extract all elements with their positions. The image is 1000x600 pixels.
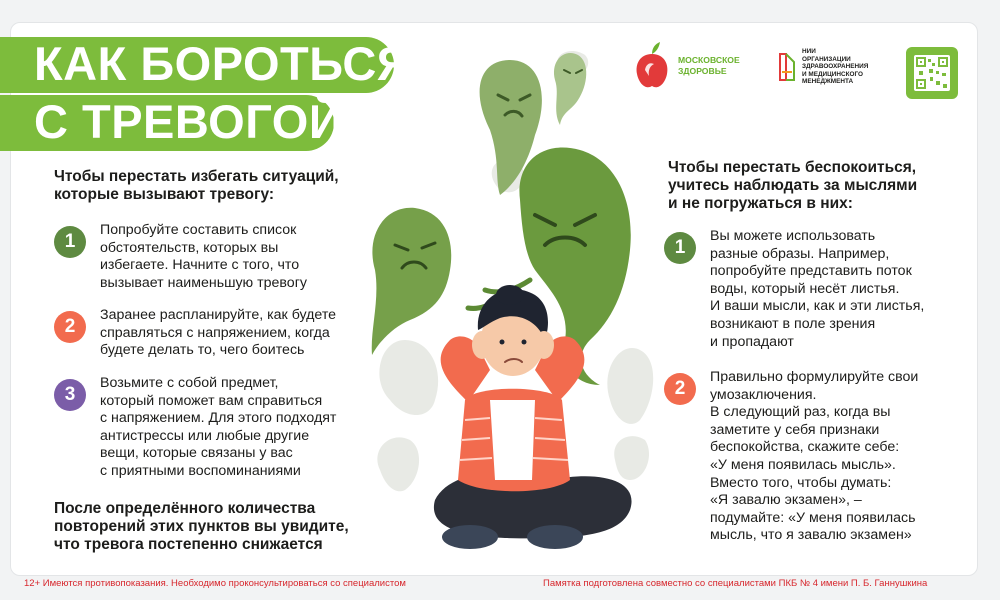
nii-label: НИИ ОРГАНИЗАЦИИ ЗДРАВООХРАНЕНИЯ И МЕДИЦИНСКОГО МЕНЕДЖМЕНТА — [802, 48, 869, 86]
right-item-1 — [664, 228, 924, 351]
left-item-3 — [54, 375, 336, 481]
moscow-health-label: МОСКОВСКОЕ ЗДОРОВЬЕ — [678, 55, 740, 76]
anxious-girl-with-ghosts-illustration — [350, 40, 660, 560]
footer-credits: Памятка подготовлена совместно со специалистами ПКБ № 4 имени П. Б. Ганнушкина — [543, 578, 928, 589]
left-conclusion: После определённого количества повторений этих пунктов вы увидите, что тревога постепенно снижается — [54, 500, 349, 553]
left-item-text: Попробуйте составить список обстоятельств, которых вы избегаете. Начните с того, что вызывает наименьшую тревогу — [100, 222, 307, 291]
right-heading: Чтобы перестать беспокоиться, учитесь наблюдать за мыслями и не погружаться в них: — [668, 159, 918, 212]
right-item-text: Вы можете использовать разные образы. Например, попробуйте представить поток воды, который несёт листья. И ваши мысли, как и эти листья, возникают в поле зрения и пропадают — [710, 228, 925, 350]
qr-code-icon[interactable] — [906, 47, 958, 99]
nii-logo — [778, 48, 868, 86]
title-line-1: КАК БОРОТЬСЯ — [0, 37, 394, 93]
step-number-badge: 1 — [54, 226, 86, 258]
ghost-small — [554, 53, 586, 125]
step-number-badge: 2 — [664, 373, 696, 405]
step-number-badge: 3 — [54, 379, 86, 411]
left-item-text: Возьмите с собой предмет, который поможет вам справиться с напряжением. Для этого подходят антистрессы или любые другие вещи, которые связаны у вас с приятными воспоминаниями — [100, 375, 337, 479]
nii-logo-icon — [778, 50, 796, 84]
right-item-2 — [664, 369, 918, 545]
ghost-left — [372, 208, 451, 355]
left-heading: Чтобы перестать избегать ситуаций, которые вызывают тревогу: — [54, 168, 339, 203]
left-item-text: Заранее распланируйте, как будете справляться с напряжением, когда будете делать то, чего боитесь — [100, 307, 337, 359]
left-item-2 — [54, 307, 336, 360]
footer-disclaimer: 12+ Имеются противопоказания. Необходимо проконсультироваться со специалистом — [24, 578, 406, 589]
title-line-2: С ТРЕВОГОЙ — [0, 95, 334, 151]
step-number-badge: 2 — [54, 311, 86, 343]
left-item-1 — [54, 222, 307, 292]
step-number-badge: 1 — [664, 232, 696, 264]
right-item-text: Правильно формулируйте свои умозаключения. В следующий раз, когда вы заметите у себя признаки беспокойства, скажите себе: «У меня появилась мысль». Вместо того, чтобы думать: «Я завалю экзамен», – подумайте: «У меня появилась мысль, что я завалю экзамен» — [710, 369, 919, 544]
